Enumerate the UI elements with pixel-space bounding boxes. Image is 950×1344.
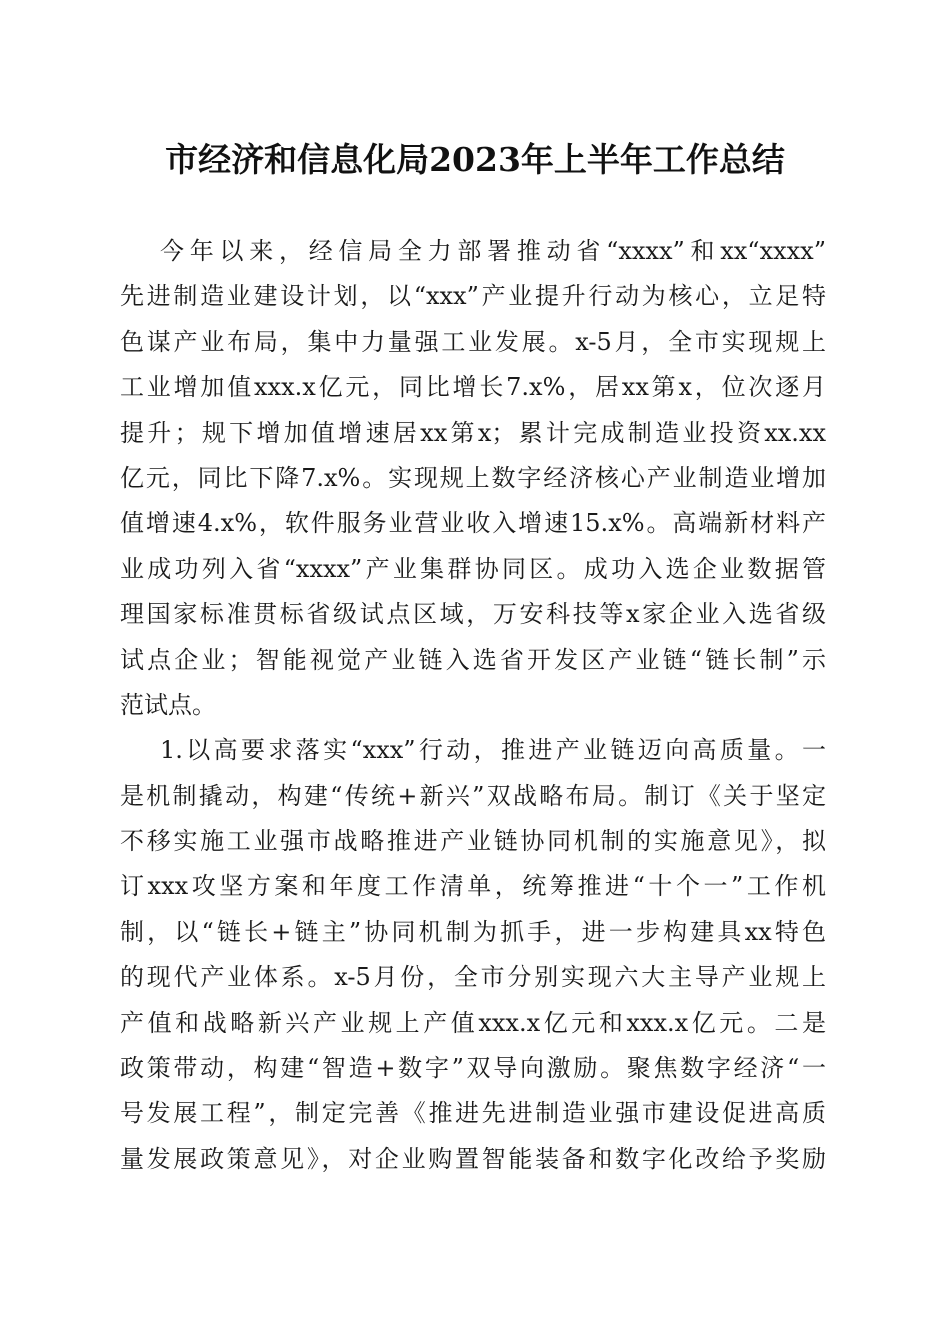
text-line: 试点企业；智能视觉产业链入选省开发区产业链“链长制”示 (120, 645, 826, 674)
paragraph-intro (120, 234, 826, 733)
text-line: 值增速4.x%，软件服务业营业收入增速15.x%。高端新材料产 (120, 509, 826, 538)
text-line: 工业增加值xxx.x亿元，同比增长7.x%，居xx第x，位次逐月 (120, 373, 826, 402)
text-line: 量发展政策意见》，对企业购置智能装备和数字化改给予奖励 (120, 1144, 826, 1173)
text-line: 是机制撬动，构建“传统+新兴”双战略布局。制订《关于坚定 (120, 781, 826, 810)
text-line: 1.以高要求落实“xxx”行动，推进产业链迈向高质量。一 (160, 736, 826, 765)
text-line: 提升；规下增加值增速居xx第x；累计完成制造业投资xx.xx (120, 418, 826, 447)
text-line: 不移实施工业强市战略推进产业链协同机制的实施意见》，拟 (120, 827, 826, 856)
text-line: 产值和战略新兴产业规上产值xxx.x亿元和xxx.x亿元。二是 (120, 1008, 826, 1037)
text-line: 订xxx攻坚方案和年度工作清单，统筹推进“十个一”工作机 (120, 872, 826, 901)
text-line: 理国家标准贯标省级试点区域，万安科技等x家企业入选省级 (120, 600, 826, 629)
paragraph-section-1 (120, 733, 826, 1187)
text-line: 范试点。 (120, 690, 216, 719)
text-line: 今年以来，经信局全力部署推动省“xxxx”和xx“xxxx” (160, 237, 826, 265)
text-line: 号发展工程”，制定完善《推进先进制造业强市建设促进高质 (120, 1099, 826, 1128)
text-line: 业成功列入省“xxxx”产业集群协同区。成功入选企业数据管 (120, 554, 826, 583)
text-line: 色谋产业布局，集中力量强工业发展。x-5月，全市实现规上 (120, 327, 826, 356)
document-body (120, 234, 826, 1187)
text-line: 制，以“链长+链主”协同机制为抓手，进一步构建具xx特色 (120, 917, 826, 946)
text-line: 政策带动，构建“智造+数字”双导向激励。聚焦数字经济“一 (120, 1054, 826, 1083)
text-line: 亿元，同比下降7.x%。实现规上数字经济核心产业制造业增加 (120, 463, 826, 492)
text-line: 先进制造业建设计划，以“xxx”产业提升行动为核心，立足特 (120, 282, 826, 311)
text-line: 的现代产业体系。x-5月份，全市分别实现六大主导产业规上 (120, 963, 826, 992)
document-title: 市经济和信息化局2023年上半年工作总结 (165, 140, 785, 179)
